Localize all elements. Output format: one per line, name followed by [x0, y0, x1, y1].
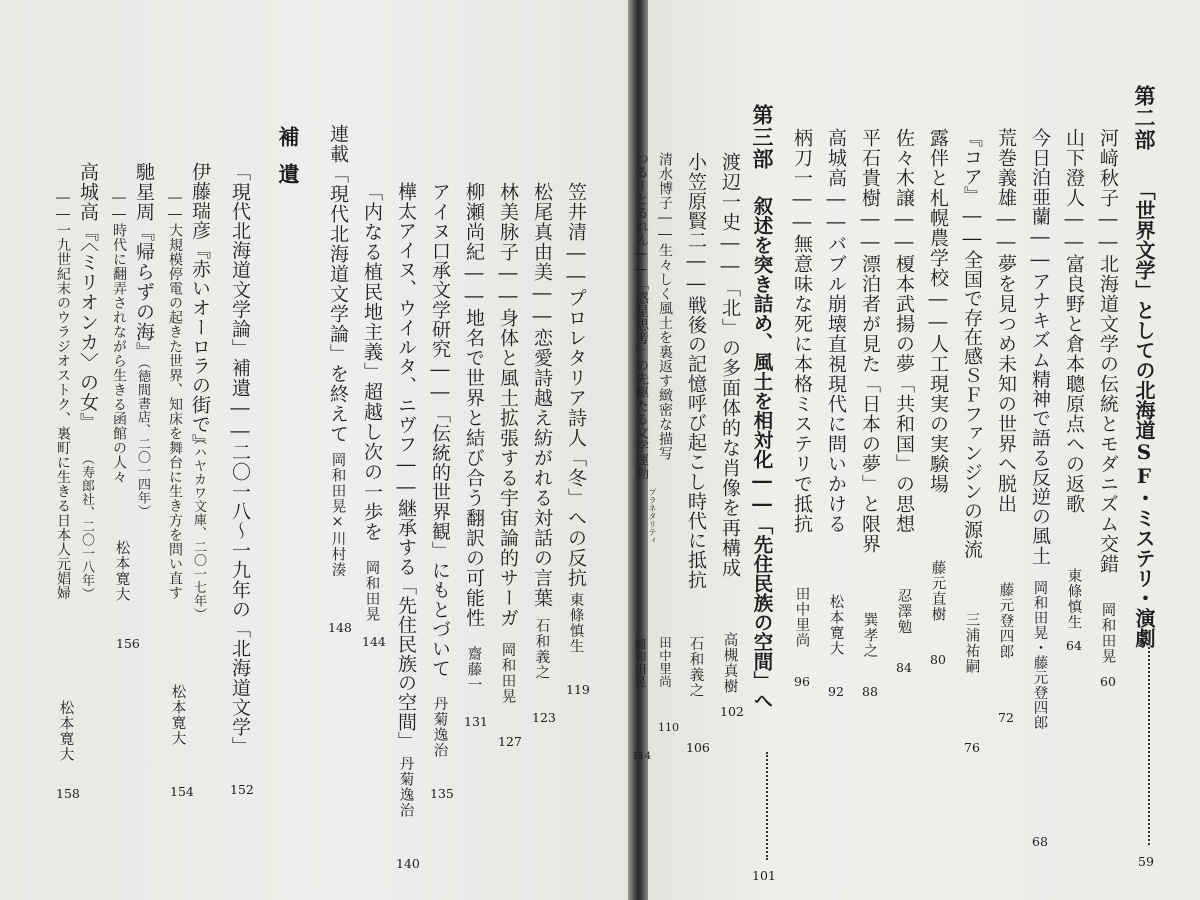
entry-author: 岡和田晃 — [499, 642, 516, 704]
entry-author: 齋藤一 — [465, 646, 482, 693]
entry-author: 三浦祐嗣 — [963, 612, 980, 674]
entry-author: 松本寛大 — [169, 684, 186, 746]
entry-author: 岡和田晃×川村湊 — [329, 452, 346, 578]
entry-title: つるーとるれん――「惑星思考」の先駆たる文学運動 — [633, 152, 648, 480]
entry-author: 石和義之 — [687, 636, 704, 698]
entry-author: 石和義之 — [533, 618, 550, 680]
entry-page: 131 — [464, 714, 488, 729]
entry-page: 102 — [720, 704, 744, 719]
entry-title: 荒巻義雄――夢を見つめ未知の世界へ脱出 — [995, 128, 1017, 514]
entry-author: 丹菊逸治 — [431, 696, 448, 758]
part3-entry-5 — [560, 0, 594, 900]
part2-entry-2 — [1058, 0, 1092, 900]
entry-author: 田中里尚 — [793, 586, 810, 648]
part2-heading: 第二部 — [1132, 85, 1157, 151]
entry-title: 小笠原賢二――戦後の記憶呼び起こし時代に抵抗 — [685, 152, 707, 590]
part2-title: 「世界文学」としての北海道SF・ミステリ・演劇 — [1132, 180, 1156, 648]
entry-title: 柄刀一――無意味な死に本格ミステリで抵抗 — [791, 128, 813, 534]
part2-entry-8 — [854, 0, 888, 900]
entry-page: 106 — [686, 740, 710, 755]
entry-title: 渡辺一史――「北」の多面体的な肖像を再構成 — [719, 152, 741, 578]
part2-entry-10 — [786, 0, 820, 900]
entry-author: 藤元直樹 — [929, 560, 946, 622]
entry-title: 平石貴樹――漂泊者が見た「日本の夢」と限界 — [859, 128, 881, 554]
entry-author: 岡和田晃・藤元登四郎 — [1031, 580, 1048, 730]
entry-author: 巽孝之 — [861, 612, 878, 659]
entry-page: 92 — [828, 684, 844, 699]
entry-page: 72 — [998, 710, 1014, 725]
entry-title: 笠井清――プロレタリア詩人「冬」への反抗 — [565, 182, 587, 588]
entry-page: 119 — [566, 682, 590, 697]
supplement-entry-2 — [168, 0, 218, 900]
part3-entry-10 — [390, 0, 424, 900]
entry-title: 樺太アイヌ、ウイルタ、ニヴフ――継承する「先住民族の空間」 — [395, 182, 417, 751]
entry-title: 『コア』――全国で存在感ＳＦファンジンの源流 — [961, 128, 983, 559]
supplement-entry-4 — [56, 0, 106, 900]
entry-page: 110 — [658, 721, 679, 734]
entry-page: 88 — [862, 684, 878, 699]
entry-title: 松尾真由美――恋愛詩越え紡がれる対話の言葉 — [531, 182, 553, 608]
entry-author: 藤元登四郎 — [997, 582, 1014, 660]
entry-page: 80 — [930, 652, 946, 667]
entry-author: 忍澤勉 — [895, 588, 912, 635]
entry-title: 河﨑秋子――北海道文学の伝統とモダニズム交錯 — [1097, 128, 1119, 574]
part2-entry-4 — [990, 0, 1024, 900]
entry-page: 152 — [230, 782, 254, 797]
supplement-heading-column — [270, 0, 310, 900]
entry-title: 林美脉子――身体と風土拡張する宇宙論的サーガ — [497, 182, 519, 628]
entry-author: 東條慎生 — [567, 592, 584, 654]
part3-entry-6 — [526, 0, 560, 900]
entry-page: 68 — [1032, 834, 1048, 849]
entry-pub: （徳間書店、二〇一四年） — [135, 356, 150, 518]
part2-entry-9 — [820, 0, 854, 900]
part3-heading-column — [746, 0, 788, 900]
entry-page: 60 — [1100, 674, 1116, 689]
entry-page: 64 — [1066, 638, 1082, 653]
entry-page: 76 — [964, 740, 980, 755]
part3-leader-dots — [766, 752, 768, 860]
entry-page: 154 — [170, 784, 194, 799]
entry-subtitle: ――大規模停電の起きた世界、知床を舞台に生き方を問い直す — [167, 190, 183, 600]
entry-author: 丹菊逸治 — [397, 756, 414, 818]
entry-title: 柳瀬尚紀――地名で世界と結び合う翻訳の可能性 — [463, 182, 485, 628]
part2-entry-7 — [888, 0, 922, 900]
part3-heading: 第三部 — [750, 104, 775, 170]
entry-author: 松本寛大 — [57, 700, 74, 762]
entry-title: 清水博子――生々しく風土を裏返す緻密な描写 — [657, 152, 673, 461]
part3-entry-4 — [630, 0, 657, 900]
supplement-entry-1 — [224, 0, 258, 900]
entry-author: 岡和田晃 — [633, 638, 647, 688]
part3-entry-11 — [356, 0, 390, 900]
entry-page: 135 — [430, 786, 454, 801]
entry-title: アイヌ口承文学研究――「伝統的世界観」にもとづいて — [429, 182, 451, 678]
part2-entry-6 — [922, 0, 956, 900]
entry-page: 84 — [896, 660, 912, 675]
part2-entry-5 — [956, 0, 990, 900]
entry-page: 158 — [56, 786, 80, 801]
part2-leader-dots — [1148, 640, 1150, 845]
entry-title: 高城高――バブル崩壊直視現代に問いかける — [825, 128, 847, 534]
part3-entry-12 — [322, 0, 356, 900]
part3-page: 101 — [752, 868, 776, 883]
entry-page: 140 — [396, 856, 420, 871]
entry-subtitle: ――一九世紀末のウラジオストク、裏町に生きる日本人元娼婦 — [55, 190, 71, 600]
supplement-entry-3 — [112, 0, 162, 900]
ruby-text: プラネタリティ — [648, 488, 657, 544]
entry-author: 田中里尚 — [657, 636, 673, 688]
entry-page: 114 — [632, 751, 652, 762]
part3-title: 叙述を突き詰め、風土を相対化――「先住民族の空間」へ — [750, 196, 774, 710]
entry-page: 156 — [116, 636, 140, 651]
part3-entry-3 — [652, 0, 686, 900]
part3-entry-8 — [458, 0, 492, 900]
entry-title: 今日泊亜蘭――アナキズム精神で語る反逆の風土 — [1029, 128, 1051, 566]
part2-entry-1 — [1092, 0, 1126, 900]
part2-page: 59 — [1138, 854, 1154, 869]
entry-title: 露伴と札幌農学校――人工現実の実験場 — [927, 128, 949, 494]
entry-page: 127 — [498, 734, 522, 749]
entry-title: 高城高『〈ミリオンカ〉の女』 — [77, 162, 99, 433]
part3-entry-1 — [714, 0, 748, 900]
entry-title: 伊藤瑞彦『赤いオーロラの街で』 — [189, 162, 211, 453]
entry-author: 岡和田晃 — [363, 560, 380, 622]
entry-page: 123 — [532, 710, 556, 725]
entry-title: 「内なる植民地主義」超越し次の一歩を — [361, 182, 383, 542]
part2-entry-3 — [1024, 0, 1058, 900]
part2-heading-column — [1128, 0, 1172, 900]
entry-author: 松本寛大 — [113, 540, 130, 602]
part3-entry-9 — [424, 0, 458, 900]
entry-subtitle: ――時代に翻弄されながら生きる函館の人々 — [111, 190, 127, 484]
entry-author: 岡和田晃 — [1099, 602, 1116, 664]
entry-title: 佐々木譲――榎本武揚の夢「共和国」の思想 — [893, 128, 915, 534]
entry-title: 山下澄人――富良野と倉本聰原点への返歌 — [1063, 128, 1085, 514]
entry-title: 連載「現代北海道文学論」を終えて — [327, 124, 349, 444]
entry-author: 松本寛大 — [827, 594, 844, 656]
entry-pub: （ハヤカワ文庫、二〇一七年） — [191, 432, 206, 621]
entry-title: 「現代北海道文学論」補遺――二〇一八～一九年の「北海道文学」 — [229, 162, 251, 756]
entry-title: 馳星周『帰らずの海』 — [133, 162, 155, 362]
entry-author: 高槻真樹 — [721, 632, 738, 694]
entry-page: 148 — [328, 620, 352, 635]
entry-author: 東條慎生 — [1065, 568, 1082, 630]
entry-pub: （寿郎社、二〇一八年） — [79, 452, 94, 601]
part3-entry-7 — [492, 0, 526, 900]
entry-page: 96 — [794, 674, 810, 689]
entry-page: 144 — [362, 634, 386, 649]
supplement-heading: 補遺 — [276, 126, 301, 200]
